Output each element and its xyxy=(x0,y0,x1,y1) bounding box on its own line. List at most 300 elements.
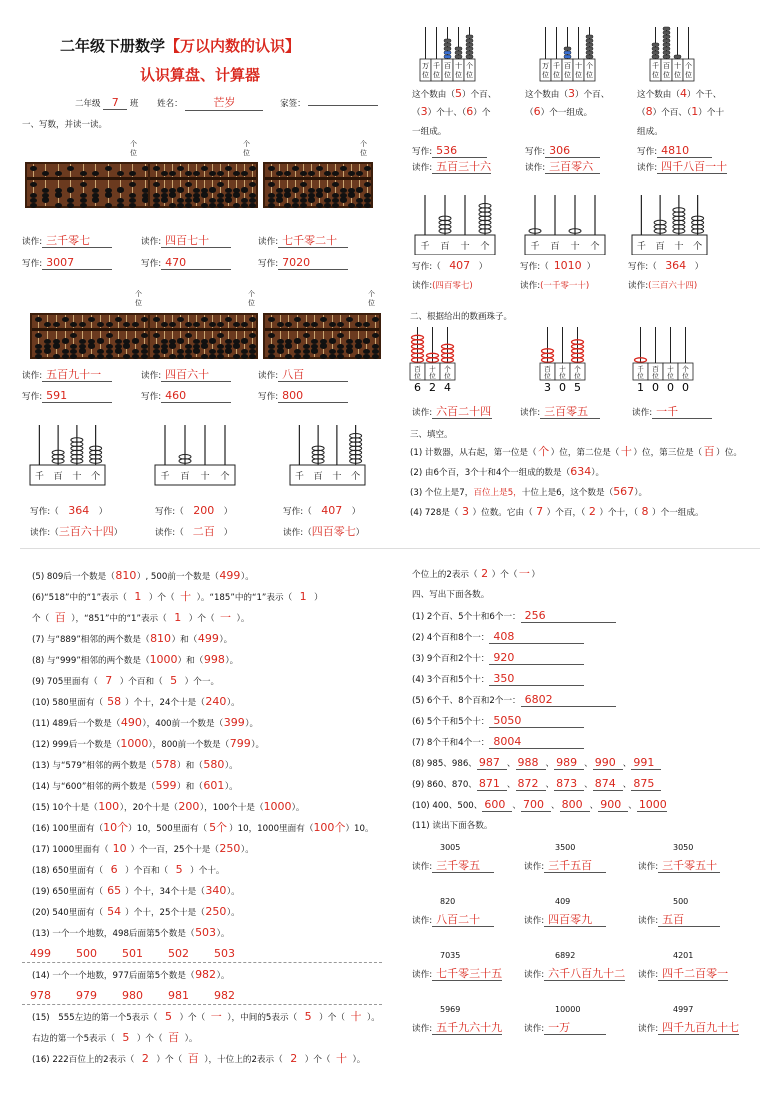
name-value[interactable]: 芒岁 xyxy=(185,94,263,111)
place-label: 十 xyxy=(570,242,580,252)
read-line xyxy=(155,526,232,539)
q-text: 这个数由（ xyxy=(637,90,680,100)
read-label: 读作: xyxy=(258,237,279,247)
abacus-bead xyxy=(586,43,593,46)
q-text: ）。 xyxy=(225,656,239,666)
write-answer[interactable]: 5050 xyxy=(489,714,584,728)
answer[interactable]: 3 xyxy=(567,87,575,100)
sequence-answer[interactable]: 600 xyxy=(482,798,512,812)
read-answer[interactable]: (一千零一十) xyxy=(540,281,590,291)
answer[interactable]: 2 xyxy=(141,1052,149,1065)
write-answer[interactable]: 364 xyxy=(665,259,687,272)
abacus-bead xyxy=(663,47,670,50)
read-answer[interactable]: 四千九百九十七 xyxy=(658,1021,739,1035)
place-label: 位 xyxy=(559,372,566,380)
question-line xyxy=(525,106,592,119)
write-answer[interactable]: 6802 xyxy=(521,693,616,707)
abacus-bead xyxy=(79,322,86,327)
write-answer[interactable]: 7020 xyxy=(278,256,348,270)
abacus-bead xyxy=(35,354,42,359)
read-line xyxy=(283,526,364,539)
answer[interactable]: 399 xyxy=(223,716,245,729)
write-number-line xyxy=(412,735,584,749)
q-text: (9) 860、870、 xyxy=(412,780,477,790)
answer[interactable]: 十 xyxy=(620,445,632,458)
q-text: (6)“518”中的“1”表示（ xyxy=(32,593,127,603)
abacus-bead xyxy=(455,55,462,58)
abacus-bead xyxy=(185,171,192,176)
answer[interactable]: 1000 xyxy=(263,800,292,813)
answer[interactable]: 一 xyxy=(518,567,530,580)
abacus-bead xyxy=(80,171,87,176)
answer[interactable]: 65 xyxy=(107,884,122,897)
abacus-bead xyxy=(303,354,310,359)
read-answer[interactable]: 一千 xyxy=(652,405,712,419)
fill-question xyxy=(32,717,258,730)
answer[interactable]: 982 xyxy=(195,968,217,981)
answer[interactable]: 1000 xyxy=(149,653,178,666)
abacus-bead xyxy=(364,182,371,187)
abacus-beam xyxy=(32,328,148,331)
write-label: 写作: xyxy=(30,507,51,517)
sequence-answer[interactable]: 990 xyxy=(593,756,623,770)
abacus-bead xyxy=(117,187,124,192)
sequence-answer[interactable]: 873 xyxy=(554,777,584,791)
read-line xyxy=(520,280,589,292)
q-text: ）个（ xyxy=(179,1013,206,1023)
answer[interactable]: 一 xyxy=(220,611,232,624)
read-answer[interactable]: 五百三十六 xyxy=(432,160,491,174)
answer[interactable]: 54 xyxy=(107,905,122,918)
read-label: 读作: xyxy=(524,1024,545,1034)
place-label: 千 xyxy=(433,62,440,70)
paren: ） xyxy=(113,528,123,538)
q-text: (13) 与“579”相邻的两个数是（ xyxy=(32,761,156,771)
separator: 、 xyxy=(550,801,560,811)
write-line xyxy=(30,505,107,518)
abacus-bead xyxy=(217,322,224,327)
answer[interactable]: 8 xyxy=(641,505,649,518)
read-line xyxy=(412,913,494,927)
answer[interactable]: 百 xyxy=(187,1052,199,1065)
place-label: 个 xyxy=(685,62,692,70)
write-answer[interactable]: 4810 xyxy=(657,144,712,158)
write-answer[interactable]: 364 xyxy=(68,504,90,517)
sequence-answer[interactable]: 991 xyxy=(631,756,661,770)
read-line xyxy=(30,526,122,539)
read-answer[interactable]: 三千五百 xyxy=(544,859,606,873)
abacus-bead xyxy=(337,333,344,338)
abacus-bead xyxy=(55,171,62,176)
abacus-bead xyxy=(241,203,248,208)
read-line xyxy=(141,368,231,382)
abacus-bead xyxy=(444,39,451,42)
read-answer[interactable]: 三百六十四 xyxy=(58,525,114,538)
read-answer[interactable]: 三百零五 xyxy=(540,405,600,419)
write-answer[interactable]: 407 xyxy=(449,259,471,272)
answer[interactable]: 3 xyxy=(462,505,469,518)
sequence-value[interactable]: 979 xyxy=(76,989,97,1002)
abacus-bead xyxy=(115,317,122,322)
place-label: 百 xyxy=(180,472,190,482)
read-answer[interactable]: 五百九十一 xyxy=(42,368,112,382)
q-text: ），中间的5表示（ xyxy=(227,1013,298,1023)
sequence-answer[interactable]: 988 xyxy=(516,756,546,770)
answer[interactable]: 3 xyxy=(420,105,428,118)
sequence-answer[interactable]: 875 xyxy=(631,777,661,791)
q-text: ）位数。它由（ xyxy=(472,508,533,518)
read-label: 读作: xyxy=(412,916,433,926)
sequence-answer[interactable]: 871 xyxy=(477,777,507,791)
sequence-value[interactable]: 499 xyxy=(30,947,51,960)
place-label: 千 xyxy=(34,472,44,482)
q-text: ）个十、（ xyxy=(427,108,467,118)
sequence-value[interactable]: 981 xyxy=(168,989,189,1002)
separator: 、 xyxy=(584,759,593,769)
answer[interactable]: 5 xyxy=(304,1010,312,1023)
answer[interactable]: 5 xyxy=(170,674,178,687)
abacus-bead xyxy=(225,197,232,202)
paren: ） xyxy=(223,528,233,538)
answer[interactable]: 8 xyxy=(645,105,653,118)
digit: 0 xyxy=(559,381,566,394)
answer[interactable]: 240 xyxy=(205,695,227,708)
answer[interactable]: 2 xyxy=(481,567,489,580)
sequence-answer[interactable]: 900 xyxy=(598,798,628,812)
q-text: (8) 985、986、 xyxy=(412,759,477,769)
write-answer[interactable]: 800 xyxy=(278,389,348,403)
answer[interactable]: 百 xyxy=(703,445,715,458)
write-label: 写作: xyxy=(525,147,546,157)
place-label: 位 xyxy=(667,372,674,380)
abacus-bead xyxy=(177,338,184,343)
counters-row3 xyxy=(25,425,395,495)
title-black: 二年级下册数学 xyxy=(60,37,166,55)
number-to-read: 7035 xyxy=(440,951,461,960)
answer[interactable]: 499 xyxy=(219,569,241,582)
abacus-bead xyxy=(320,354,327,359)
fill-question xyxy=(32,633,232,646)
answer[interactable]: 百 xyxy=(54,611,66,624)
place-label: 百 xyxy=(564,62,571,70)
read-label: 读作: xyxy=(412,163,433,173)
fill-question xyxy=(32,759,238,772)
read-answer[interactable]: 八百二十 xyxy=(432,913,494,927)
write-answer[interactable]: 408 xyxy=(489,630,584,644)
answer[interactable]: 2 xyxy=(588,505,596,518)
abacus-bead xyxy=(663,55,670,58)
read-answer[interactable]: 五百 xyxy=(658,913,720,927)
answer[interactable]: 2 xyxy=(290,1052,298,1065)
abacus-bead xyxy=(674,55,681,58)
sequence-value[interactable]: 980 xyxy=(122,989,143,1002)
abacus-bead xyxy=(209,338,216,343)
sequence-value[interactable]: 502 xyxy=(168,947,189,960)
q-text: ）个千、 xyxy=(686,90,722,100)
answer[interactable]: 100 xyxy=(98,800,120,813)
q-text: ）位，第二位是（ xyxy=(550,448,620,458)
abacus-bead xyxy=(169,192,176,197)
read-label: 读作: xyxy=(155,528,176,538)
read-label: 读作: xyxy=(520,281,541,291)
answer[interactable]: 250 xyxy=(219,842,241,855)
write-answer[interactable]: 407 xyxy=(321,504,343,517)
sequence-answer[interactable]: 872 xyxy=(516,777,546,791)
answer[interactable]: 601 xyxy=(203,779,225,792)
answer[interactable]: 340 xyxy=(205,884,227,897)
q-text: 十位上是6，这个数是（ xyxy=(521,488,614,498)
write-answer[interactable]: 256 xyxy=(521,609,616,623)
write-number-line xyxy=(412,651,584,665)
read-answer[interactable]: 一万 xyxy=(544,1021,606,1035)
abacus-bead xyxy=(285,322,292,327)
answer[interactable]: 个 xyxy=(538,445,550,458)
sequence-answer[interactable]: 700 xyxy=(521,798,551,812)
read-answer[interactable]: 六千八百九十二 xyxy=(544,967,625,981)
answer[interactable]: 998 xyxy=(203,653,225,666)
q-text: ）。 xyxy=(226,887,240,897)
abacus-bead xyxy=(586,39,593,42)
sequence-value[interactable]: 501 xyxy=(122,947,143,960)
q-text: ）。 xyxy=(251,740,265,750)
answer[interactable]: 200 xyxy=(178,800,200,813)
sequence-value[interactable]: 982 xyxy=(214,989,235,1002)
place-label: 位 xyxy=(586,71,593,79)
q-text: ）10。 xyxy=(345,824,374,834)
abacus-bead xyxy=(663,43,670,46)
answer[interactable]: 4 xyxy=(679,87,687,100)
abacus-bead xyxy=(169,322,176,327)
write-answer[interactable]: 470 xyxy=(161,256,231,270)
write-answer[interactable]: 350 xyxy=(489,672,584,686)
abacus-bead xyxy=(80,203,87,208)
read-answer[interactable]: 三千零五 xyxy=(432,859,494,873)
place-label: 千 xyxy=(530,242,540,252)
q-text: ）。“185”中的“1”表示（ xyxy=(196,593,293,603)
write-answer[interactable]: 920 xyxy=(489,651,584,665)
sequence-value[interactable]: 503 xyxy=(214,947,235,960)
sequence-answer[interactable]: 987 xyxy=(477,756,507,770)
abacus-bead xyxy=(70,322,77,327)
read-answer[interactable]: 四百零七 xyxy=(311,525,356,538)
write-line xyxy=(258,256,348,270)
answer[interactable]: 810 xyxy=(115,569,137,582)
answer[interactable]: 1 xyxy=(174,611,182,624)
answer[interactable]: 1 xyxy=(691,105,699,118)
answer[interactable]: 1 xyxy=(299,590,307,603)
abacus-bead xyxy=(209,187,216,192)
read-label: 读作: xyxy=(524,862,545,872)
abacus-bead xyxy=(233,354,240,359)
abacus-bead xyxy=(161,322,168,327)
read-answer[interactable]: 五千九六十九 xyxy=(432,1021,502,1035)
answer[interactable]: 503 xyxy=(195,926,217,939)
number-to-read: 6892 xyxy=(555,951,576,960)
section1-heading: 一、写数，并读一读。 xyxy=(22,120,108,130)
write-answer[interactable]: 3007 xyxy=(42,256,112,270)
write-answer[interactable]: 460 xyxy=(161,389,231,403)
read-label: 读作: xyxy=(520,408,541,418)
answer[interactable]: 5 xyxy=(454,87,462,100)
place-label: 十 xyxy=(674,242,684,252)
fill-question xyxy=(412,568,540,581)
answer[interactable]: 499 xyxy=(197,632,219,645)
answer[interactable]: 634 xyxy=(570,465,592,478)
answer[interactable]: 6 xyxy=(533,105,541,118)
abacus-bead xyxy=(586,55,593,58)
answer[interactable]: 810 xyxy=(150,632,172,645)
q-text: (16) 100里面有（ xyxy=(32,824,104,834)
read-answer[interactable]: 三千零七 xyxy=(42,234,112,248)
answer[interactable]: 490 xyxy=(120,716,142,729)
answer[interactable]: 5 xyxy=(164,1010,172,1023)
q-text: (2) 4个百和8个一： xyxy=(412,633,490,643)
sequence-answer[interactable]: 874 xyxy=(593,777,623,791)
answer[interactable]: 250 xyxy=(205,905,227,918)
abacus-bead xyxy=(285,354,292,359)
read-answer[interactable]: 三百零六 xyxy=(545,160,600,174)
abacus-bead xyxy=(97,354,104,359)
read-answer[interactable]: 四百六十 xyxy=(161,368,231,382)
read-answer[interactable]: 四百零九 xyxy=(544,913,606,927)
answer[interactable]: 799 xyxy=(229,737,251,750)
abacus-bead xyxy=(225,317,232,322)
abacus-bead xyxy=(88,317,95,322)
abacus-bead xyxy=(249,182,256,187)
read-answer[interactable]: 八百 xyxy=(278,368,348,382)
write-answer[interactable]: 8004 xyxy=(489,735,584,749)
place-label-ge: 个 位 xyxy=(248,290,255,307)
write-answer[interactable]: 591 xyxy=(42,389,112,403)
answer[interactable]: 7 xyxy=(536,505,544,518)
abacus-bead xyxy=(652,43,659,46)
answer[interactable]: 580 xyxy=(203,758,225,771)
answer[interactable]: 1 xyxy=(134,590,142,603)
abacus-bead xyxy=(55,203,62,208)
abacus-bead xyxy=(97,338,104,343)
write-answer[interactable]: 1010 xyxy=(553,259,582,272)
abacus-bead xyxy=(62,317,69,322)
read-line xyxy=(525,160,600,174)
read-answer[interactable]: 三千零五十 xyxy=(658,859,720,873)
place-label: 位 xyxy=(652,71,659,79)
abacus-bead xyxy=(444,47,451,50)
answer[interactable]: 1000 xyxy=(120,737,149,750)
answer[interactable]: 一 xyxy=(210,1010,222,1023)
abacus-bead xyxy=(329,322,336,327)
answer[interactable]: 10 xyxy=(112,842,127,855)
abacus-bead xyxy=(241,354,248,359)
abacus-bead xyxy=(466,43,473,46)
sequence-answer[interactable]: 800 xyxy=(560,798,590,812)
section3-heading: 三、填空。 xyxy=(410,430,453,440)
abacus-bead xyxy=(67,203,74,208)
write-answer[interactable]: 306 xyxy=(545,144,600,158)
read-answer[interactable]: 六百二十四 xyxy=(432,405,492,419)
abacus-bead xyxy=(70,354,77,359)
number-to-read: 500 xyxy=(673,897,689,906)
digit: 0 xyxy=(667,381,674,394)
sequence-answer[interactable]: 989 xyxy=(554,756,584,770)
write-number-line xyxy=(412,609,616,623)
abacus-bead xyxy=(292,166,299,171)
q-text: (18) 650里面有（ xyxy=(32,866,104,876)
answer[interactable]: 十 xyxy=(350,1010,362,1023)
sequence-answer[interactable]: 1000 xyxy=(638,798,667,811)
answer[interactable]: 58 xyxy=(107,695,122,708)
answer[interactable]: 百 xyxy=(168,1031,180,1044)
question-line xyxy=(525,88,609,101)
abacus-bead xyxy=(249,203,256,208)
q-text: 个（ xyxy=(32,614,50,624)
answer[interactable]: 5 xyxy=(175,863,183,876)
abacus-bead xyxy=(217,333,224,338)
abacus-bead xyxy=(169,354,176,359)
write-answer[interactable]: 536 xyxy=(432,144,487,158)
write-answer[interactable]: 200 xyxy=(193,504,215,517)
abacus-bead xyxy=(233,192,240,197)
abacus-bead xyxy=(324,171,331,176)
abacus-bead xyxy=(44,322,51,327)
q-text: ）个一百，25个十是（ xyxy=(130,845,219,855)
read-answer[interactable]: (三百六十四) xyxy=(648,281,698,291)
abacus-bead xyxy=(88,354,95,359)
read-answer[interactable]: 四千二百零一 xyxy=(658,967,728,981)
answer[interactable]: 578 xyxy=(155,758,177,771)
q-text: 右边的第一个5表示（ xyxy=(32,1034,115,1044)
q-text: ）10，1000里面有（ xyxy=(229,824,314,834)
place-label-ge: 个 位 xyxy=(360,140,367,157)
read-answer[interactable]: 七千零三十五 xyxy=(432,967,502,981)
abacus-bead xyxy=(300,171,307,176)
answer[interactable]: 10个 xyxy=(103,821,129,834)
answer[interactable]: 十 xyxy=(180,590,192,603)
q-text: (12) 999后一个数是（ xyxy=(32,740,121,750)
read-line xyxy=(412,967,502,981)
answer[interactable]: 567 xyxy=(613,485,635,498)
abacus-vertical-row xyxy=(410,25,770,85)
abacus-bead xyxy=(249,333,256,338)
signature-field[interactable] xyxy=(308,105,378,106)
dashed-rule xyxy=(22,1004,382,1005)
answer[interactable]: 十 xyxy=(336,1052,348,1065)
read-answer[interactable]: (四百零七) xyxy=(432,281,473,291)
answer[interactable]: 599 xyxy=(155,779,177,792)
read-answer[interactable]: 四千八百一十 xyxy=(657,160,727,174)
read-answer[interactable]: 七千零二十 xyxy=(278,234,348,248)
class-value[interactable]: 7 xyxy=(103,96,127,110)
read-answer[interactable]: 四百七十 xyxy=(161,234,231,248)
read-line xyxy=(412,280,473,292)
answer[interactable]: 5个 xyxy=(209,821,228,834)
sequence-value[interactable]: 500 xyxy=(76,947,97,960)
answer[interactable]: 6 xyxy=(110,863,118,876)
answer[interactable]: 100个 xyxy=(313,821,346,834)
abacus-bead xyxy=(62,354,69,359)
paren: （ xyxy=(303,507,312,517)
number-to-read: 3050 xyxy=(673,843,694,852)
answer[interactable]: 6 xyxy=(466,105,474,118)
answer[interactable]: 5 xyxy=(122,1031,130,1044)
fill-q4 xyxy=(410,506,704,519)
abacus-bead xyxy=(348,203,355,208)
q-text: (8) 与“999”相邻的两个数是（ xyxy=(32,656,150,666)
fill-question xyxy=(32,801,304,814)
paren: （ xyxy=(50,507,59,517)
sequence-value[interactable]: 978 xyxy=(30,989,51,1002)
read-answer[interactable]: 二百 xyxy=(192,525,215,538)
answer[interactable]: 7 xyxy=(105,674,113,687)
